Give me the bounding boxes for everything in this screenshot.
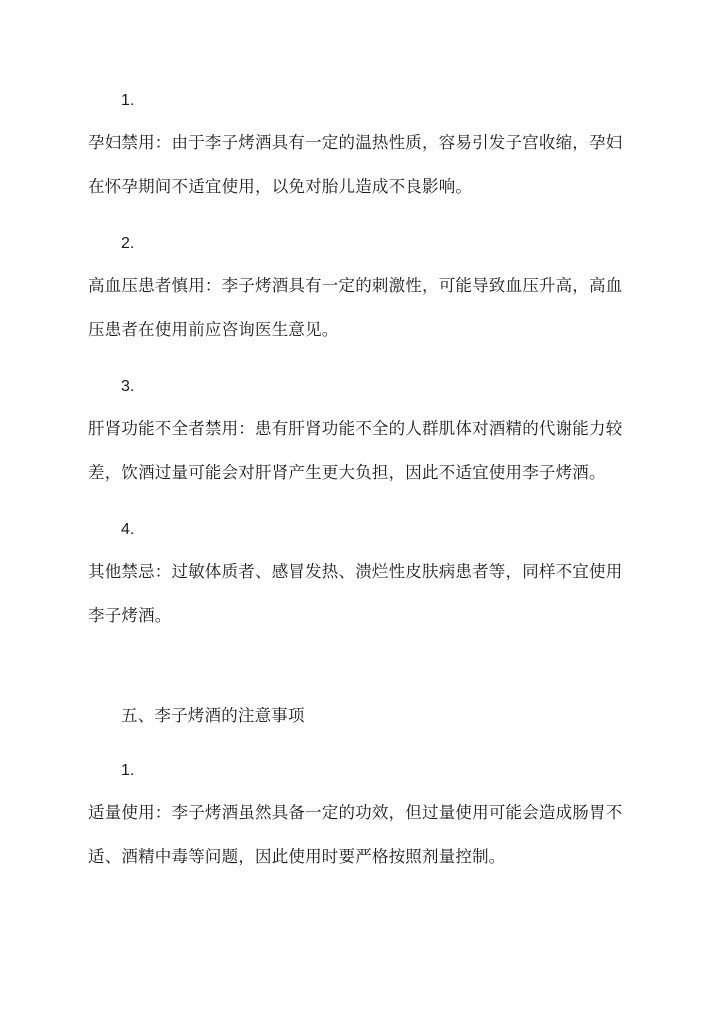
item-paragraph: 适量使用：李子烤酒虽然具备一定的功效，但过量使用可能会造成肠胃不适、酒精中毒等问题，因此使用时要严格按照剂量控制。 bbox=[88, 803, 623, 866]
item-number: 4. bbox=[121, 521, 135, 538]
item-number: 2. bbox=[121, 235, 135, 252]
item-paragraph: 肝肾功能不全者禁用：患有肝肾功能不全的人群肌体对酒精的代谢能力较差，饮酒过量可能会对肝肾产生更大负担，因此不适宜使用李子烤酒。 bbox=[88, 419, 623, 482]
item-number: 1. bbox=[121, 92, 135, 109]
item-number: 1. bbox=[121, 762, 135, 779]
item-paragraph: 高血压患者慎用：李子烤酒具有一定的刺激性，可能导致血压升高，高血压患者在使用前应咨询医生意见。 bbox=[88, 276, 623, 339]
section-heading: 五、李子烤酒的注意事项 bbox=[121, 706, 305, 725]
item-paragraph: 其他禁忌：过敏体质者、感冒发热、溃烂性皮肤病患者等，同样不宜使用李子烤酒。 bbox=[88, 562, 623, 625]
item-paragraph: 孕妇禁用：由于李子烤酒具有一定的温热性质，容易引发子宫收缩，孕妇在怀孕期间不适宜使用，以免对胎儿造成不良影响。 bbox=[88, 133, 623, 196]
item-number: 3. bbox=[121, 378, 135, 395]
